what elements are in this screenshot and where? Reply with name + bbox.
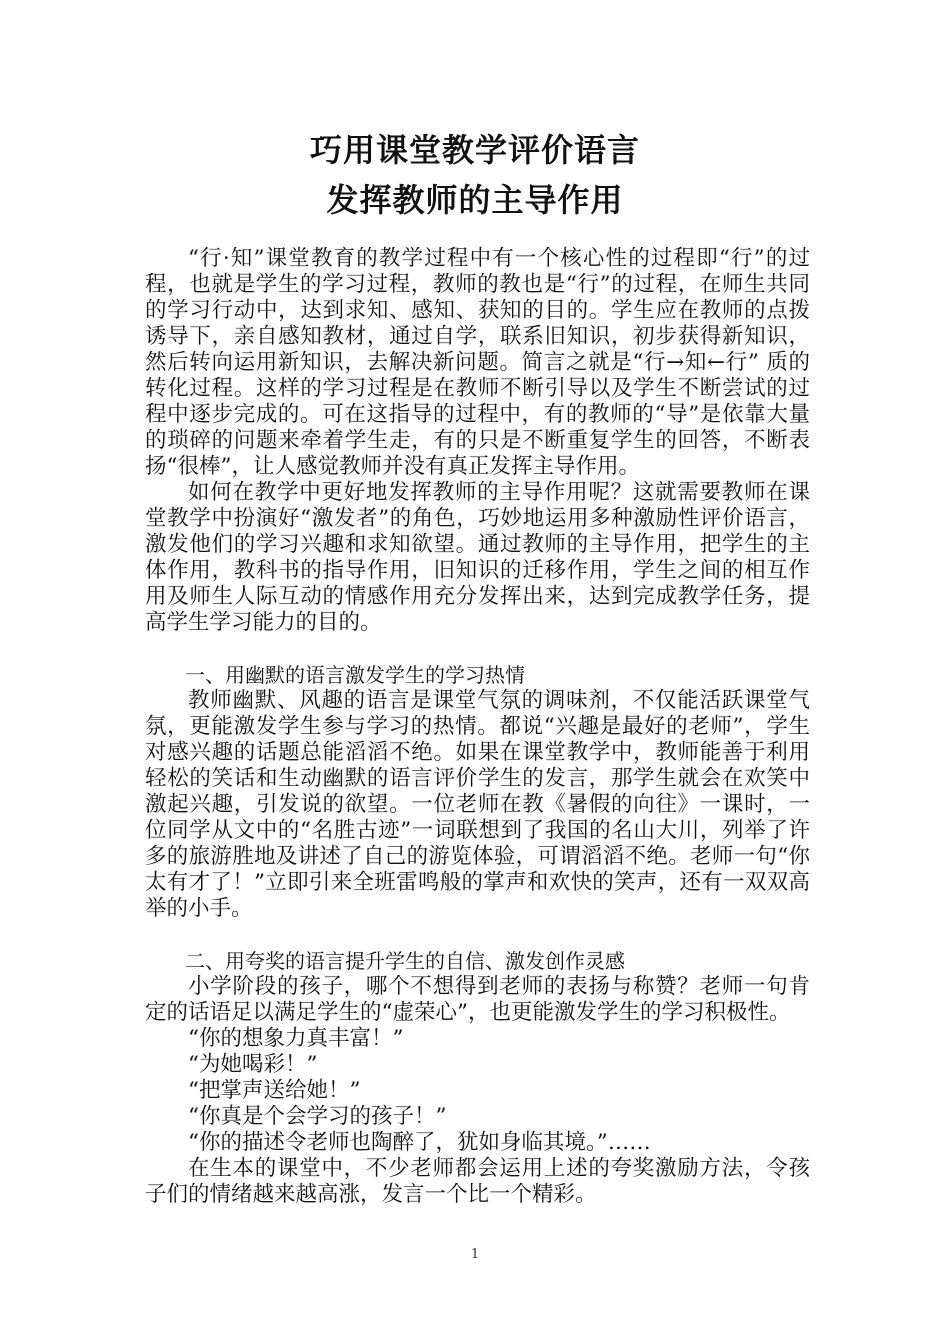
section2-paragraph: 小学阶段的孩子，哪个不想得到老师的表扬与称赞？老师一句肯定的话语足以满足学生的“虚荣心”，也更能激发学生的学习积极性。 — [145, 974, 810, 1025]
document-body — [145, 246, 810, 1208]
praise-quote: “把掌声送给她！” — [188, 1078, 361, 1103]
document-title-line1: 巧用课堂教学评价语言 — [309, 131, 640, 169]
praise-quote: “为她喝彩！” — [188, 1052, 318, 1077]
praise-quote: “你真是个会学习的孩子！” — [188, 1104, 447, 1129]
section1-heading: 一、用幽默的语言激发学生的学习热情 — [185, 663, 525, 687]
section-spacer — [145, 636, 810, 662]
section1-paragraph: 教师幽默、风趣的语言是课堂气氛的调味剂，不仅能活跃课堂气氛，更能激发学生参与学习的热情。都说“兴趣是最好的老师”，学生对感兴趣的话题总能滔滔不绝。如果在课堂教学中，教师能善于利用轻松的笑话和生动幽默的语言评价学生的发言，那学生就会在欢笑中激起兴趣，引发说的欲望。一位老师在教《暑假的向往》一课时，一位同学从文中的“名胜古迹”一词联想到了我国的名山大川，列举了许多的旅游胜地及讲述了自己的游览体验，可谓滔滔不绝。老师一句“你太有才了！”立即引来全班雷鸣般的掌声和欢快的笑声，还有一双双高举的小手。 — [145, 688, 810, 921]
intro-paragraph-1: “行·知”课堂教育的教学过程中有一个核心性的过程即“行”的过程，也就是学生的学习过程，教师的教也是“行”的过程，在师生共同的学习行动中，达到求知、感知、获知的目的。学生应在教师的点拨诱导下，亲自感知教材，通过自学，联系旧知识，初步获得新知识，然后转向运用新知识，去解决新问题。简言之就是“行→知←行” 质的转化过程。这样的学习过程是在教师不断引导以及学生不断尝试的过程中逐步完成的。可在这指导的过程中，有的教师的“导”是依靠大量的琐碎的问题来牵着学生走，有的只是不断重复学生的回答，不断表扬“很棒”，让人感觉教师并没有真正发挥主导作用。 — [145, 246, 810, 479]
page-number: 1 — [470, 1247, 480, 1262]
section-spacer — [145, 922, 810, 948]
section2-heading: 二、用夸奖的语言提升学生的自信、激发创作灵感 — [185, 949, 625, 973]
section2-closing-paragraph: 在生本的课堂中，不少老师都会运用上述的夸奖激励方法，令孩子们的情绪越来越高涨，发言一个比一个精彩。 — [145, 1156, 810, 1207]
intro-paragraph-2: 如何在教学中更好地发挥教师的主导作用呢？这就需要教师在课堂教学中扮演好“激发者”的角色，巧妙地运用多种激励性评价语言，激发他们的学习兴趣和求知欲望。通过教师的主导作用，把学生的主体作用，教科书的指导作用，旧知识的迁移作用，学生之间的相互作用及师生人际互动的情感作用充分发挥出来，达到完成教学任务，提高学生学习能力的目的。 — [145, 480, 810, 635]
praise-quote: “你的描述令老师也陶醉了，犹如身临其境。”…… — [188, 1130, 651, 1155]
document-title-line2: 发挥教师的主导作用 — [326, 181, 624, 219]
praise-quote: “你的想象力真丰富！” — [188, 1026, 404, 1051]
